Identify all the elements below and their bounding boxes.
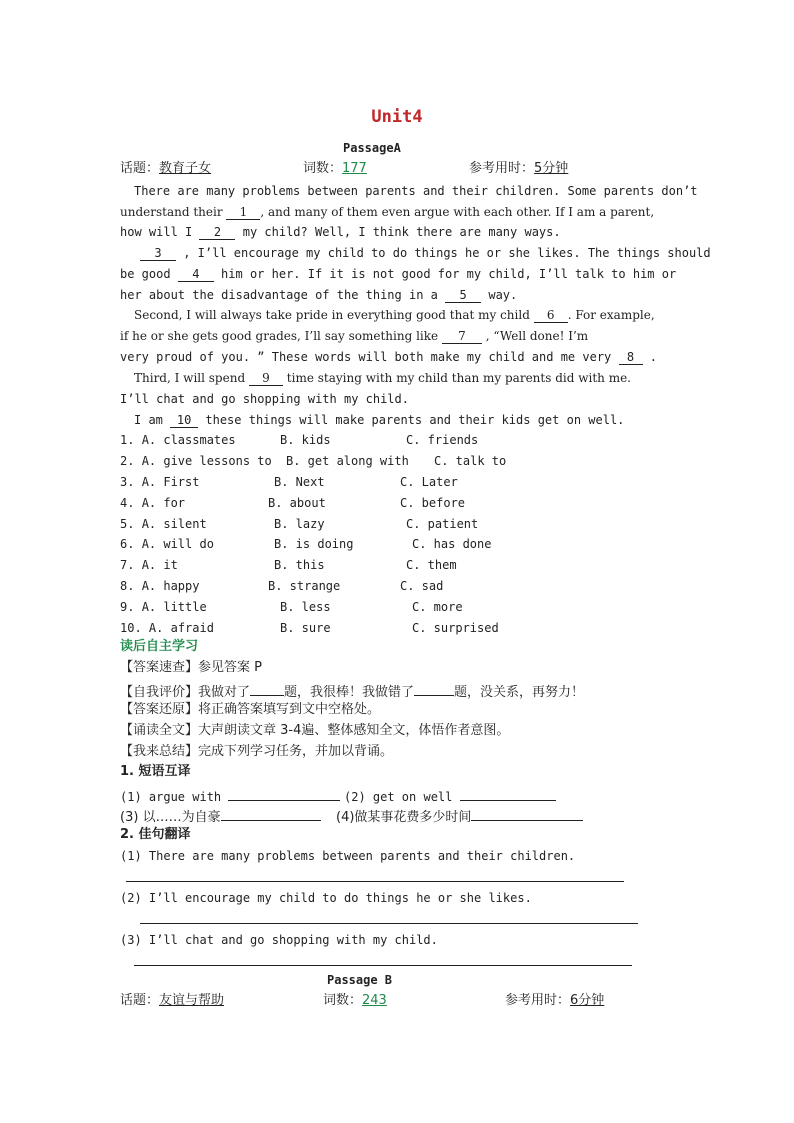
wrong-count-field[interactable]: [414, 681, 454, 696]
option-c[interactable]: C. them: [406, 558, 457, 572]
option-c[interactable]: C. talk to: [434, 454, 507, 468]
option-c[interactable]: C. patient: [406, 517, 479, 531]
option-c[interactable]: C. friends: [406, 433, 479, 447]
sentence-q1-answer-line[interactable]: [126, 881, 624, 882]
paragraph-line: I’ll chat and go shopping with my child.: [120, 392, 409, 406]
self-evaluation: 【自我评价】我做对了 题，我很棒！我做错了 题，没关系，再努力！: [120, 681, 584, 701]
blank-1[interactable]: 1: [226, 205, 260, 220]
answer-check: 【答案速查】参见答案 P: [120, 660, 262, 675]
option-b[interactable]: B. lazy: [274, 517, 325, 531]
phrase-q4: (4)做某事花费多少时间: [336, 806, 583, 826]
option-b[interactable]: B. kids: [280, 433, 331, 447]
option-c[interactable]: C. sad: [400, 579, 444, 593]
unit-title: Unit4: [371, 107, 423, 127]
passage-a-topic: 话题：教育子女: [120, 161, 212, 176]
sentence-q3-answer-line[interactable]: [134, 965, 632, 966]
summary-task: 【我来总结】完成下列学习任务，并加以背诵。: [120, 744, 394, 759]
option-b[interactable]: B. less: [280, 600, 331, 614]
option-row: 10. A. afraid: [120, 621, 214, 635]
phrase-translation-heading: 1. 短语互译: [120, 764, 191, 779]
paragraph-line: understand their 1 , and many of them even argue with each other. If I am a parent,: [120, 205, 655, 219]
option-b[interactable]: B. strange: [268, 579, 341, 593]
phrase-q1-answer[interactable]: [228, 786, 340, 801]
sentence-translation-heading: 2. 佳句翻译: [120, 827, 191, 842]
option-b[interactable]: B. is doing: [274, 537, 354, 551]
option-c[interactable]: C. more: [412, 600, 463, 614]
option-row: 9. A. little: [120, 600, 207, 614]
blank-6[interactable]: 6: [534, 308, 568, 323]
passage-a-words: 词数：177: [303, 161, 367, 176]
paragraph-line: Third, I will spend 9 time staying with my child than my parents did with me.: [134, 371, 631, 385]
blank-10[interactable]: 10: [170, 413, 198, 428]
paragraph-line: be good 4 him or her. If it is not good for my child, I’ll talk to him or: [120, 267, 677, 281]
paragraph-line: Second, I will always take pride in everything good that my child 6 . For example,: [134, 308, 655, 322]
read-aloud: 【诵读全文】大声朗读文章 3-4遍、整体感知全文，体悟作者意图。: [120, 723, 510, 738]
correct-count-field[interactable]: [250, 681, 284, 696]
paragraph-line: There are many problems between parents and their children. Some parents don’t: [134, 184, 698, 198]
passage-a-time: 参考用时：5分钟: [469, 161, 569, 176]
sentence-q2: (2) I’ll encourage my child to do things he or she likes.: [120, 891, 532, 905]
option-row: 2. A. give lessons to: [120, 454, 272, 468]
passage-b-words: 词数：243: [323, 993, 387, 1008]
phrase-q2-answer[interactable]: [460, 786, 556, 801]
sentence-q2-answer-line[interactable]: [140, 923, 638, 924]
option-c[interactable]: C. surprised: [412, 621, 499, 635]
phrase-q3-answer[interactable]: [221, 806, 321, 821]
blank-8[interactable]: 8: [619, 350, 643, 365]
paragraph-line: if he or she gets good grades, I’ll say something like 7 , “Well done! I’m: [120, 329, 589, 343]
option-row: 4. A. for: [120, 496, 186, 510]
paragraph-line: her about the disadvantage of the thing in a 5 way.: [120, 288, 518, 302]
passage-a-heading: PassageA: [343, 141, 401, 155]
option-row: 8. A. happy: [120, 579, 200, 593]
option-b[interactable]: B. about: [268, 496, 326, 510]
passage-b-topic: 话题：友谊与帮助: [120, 993, 225, 1008]
phrase-q4-answer[interactable]: [471, 806, 583, 821]
sentence-q3: (3) I’ll chat and go shopping with my child.: [120, 933, 438, 947]
option-row: 6. A. will do: [120, 537, 214, 551]
blank-7[interactable]: 7: [442, 329, 482, 344]
blank-2[interactable]: 2: [199, 225, 235, 240]
passage-b-heading: Passage B: [327, 973, 393, 987]
option-row: 7. A. it: [120, 558, 178, 572]
phrase-q3: (3) 以……为自豪: [120, 806, 321, 826]
paragraph-line: how will I 2 my child? Well, I think there are many ways.: [120, 225, 561, 239]
paragraph-line: 3 , I’ll encourage my child to do things he or she likes. The things should: [140, 245, 711, 261]
blank-3[interactable]: 3: [140, 246, 176, 261]
option-row: 1. A. classmates: [120, 433, 236, 447]
blank-5[interactable]: 5: [445, 288, 481, 303]
self-study-heading: 读后自主学习: [120, 639, 199, 654]
option-c[interactable]: C. Later: [400, 475, 458, 489]
option-c[interactable]: C. has done: [412, 537, 492, 551]
blank-9[interactable]: 9: [249, 371, 283, 386]
paragraph-line: very proud of you. ” These words will both make my child and me very 8 .: [120, 350, 657, 364]
phrase-q1: (1) argue with: [120, 786, 340, 805]
blank-4[interactable]: 4: [178, 267, 214, 282]
option-c[interactable]: C. before: [400, 496, 466, 510]
option-row: 3. A. First: [120, 475, 200, 489]
passage-b-time: 参考用时：6分钟: [505, 993, 605, 1008]
option-b[interactable]: B. Next: [274, 475, 325, 489]
option-b[interactable]: B. sure: [280, 621, 331, 635]
phrase-q2: (2) get on well: [344, 786, 556, 805]
option-b[interactable]: B. this: [274, 558, 325, 572]
option-b[interactable]: B. get along with: [286, 454, 409, 468]
answer-restore: 【答案还原】将正确答案填写到文中空格处。: [120, 702, 381, 717]
paragraph-line: I am 10 these things will make parents and their kids get on well.: [134, 413, 625, 427]
sentence-q1: (1) There are many problems between parents and their children.: [120, 849, 576, 863]
option-row: 5. A. silent: [120, 517, 207, 531]
